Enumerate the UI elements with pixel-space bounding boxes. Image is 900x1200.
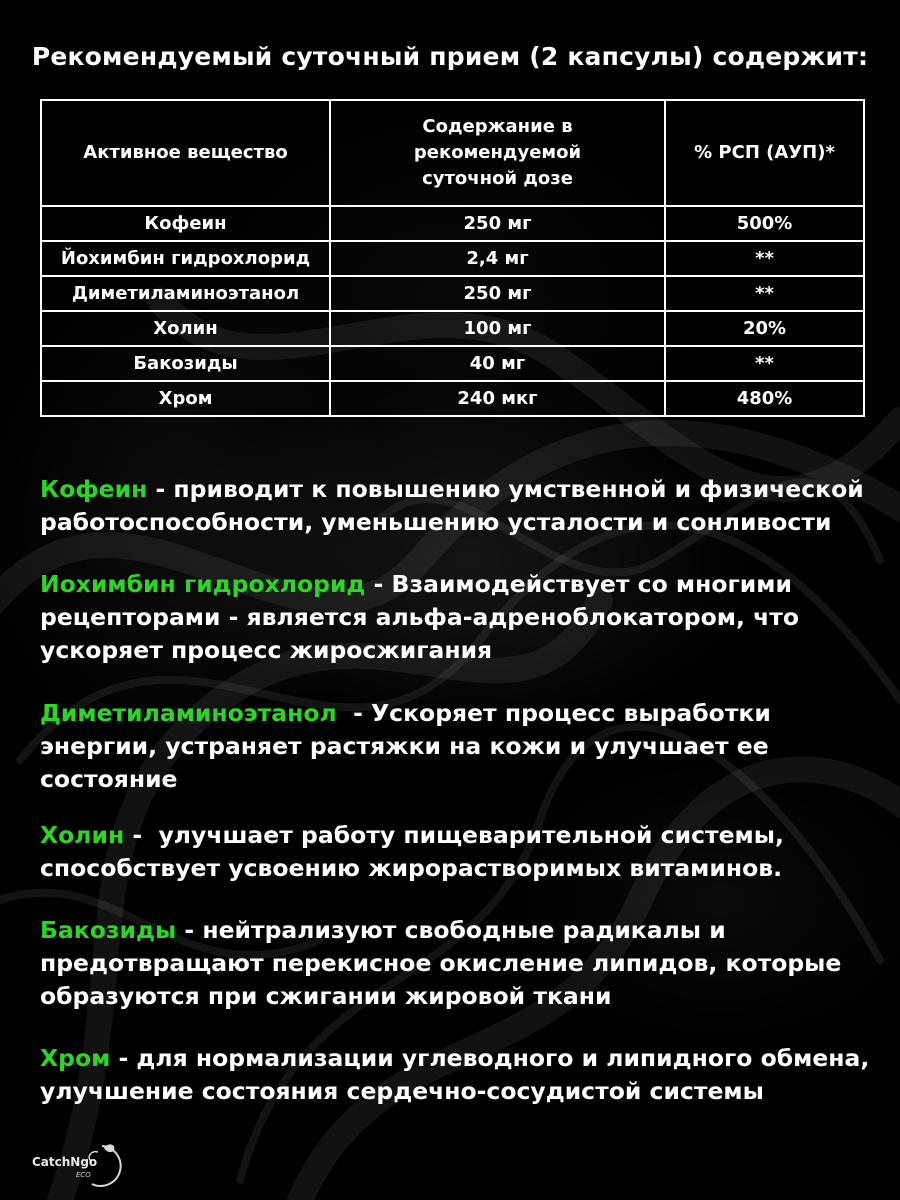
table-row xyxy=(41,241,864,276)
cell-percent: 20% xyxy=(665,311,864,346)
cell-substance: Хром xyxy=(41,381,330,416)
substance-description: - для нормализации углеводного и липидного обмена, улучшение состояния сердечно-сосудистой системы xyxy=(40,1044,878,1105)
substance-name: Хром xyxy=(40,1044,111,1072)
substance-description: - улучшает работу пищеварительной системы, способствует усвоению жирорастворимых витаминов. xyxy=(40,821,793,882)
substance-name: Иохимбин гидрохлорид xyxy=(40,570,366,598)
substance-description: - Ускоряет процесс выработки энергии, устраняет растяжки на кожи и улучшает ее состояние xyxy=(40,699,780,793)
page-title: Рекомендуемый суточный прием (2 капсулы) содержит: xyxy=(31,42,869,71)
description-caffeine xyxy=(40,473,870,539)
substance-description: - Взаимодействует со многими рецепторами - является альфа-адреноблокатором, что ускоряет процесс жиросжигания xyxy=(40,570,808,664)
cell-amount: 2,4 мг xyxy=(330,241,665,276)
substance-description: - нейтрализуют свободные радикалы и предотвращают перекисное окисление липидов, которые образуются при сжигании жировой ткани xyxy=(40,916,850,1010)
header-active-substance xyxy=(41,100,330,206)
substance-name: Диметиламиноэтанол xyxy=(40,699,337,727)
header-label: Содержание в рекомендуемой суточной дозе xyxy=(413,116,582,189)
table-row xyxy=(41,346,864,381)
substance-description: - приводит к повышению умственной и физической работоспособности, уменьшению усталости и сонливости xyxy=(40,475,872,536)
cell-percent: ** xyxy=(665,346,864,381)
cell-amount: 250 мг xyxy=(330,206,665,241)
substance-name: Кофеин xyxy=(40,475,148,503)
cell-substance: Холин xyxy=(41,311,330,346)
cell-substance: Диметиламиноэтанол xyxy=(41,276,330,311)
description-yohimbine xyxy=(40,568,870,667)
table-header-row xyxy=(41,100,864,206)
description-dmae xyxy=(40,697,870,796)
cell-amount: 240 мкг xyxy=(330,381,665,416)
substance-name: Бакозиды xyxy=(40,916,177,944)
description-chromium xyxy=(40,1042,878,1108)
header-percent-rsp xyxy=(665,100,864,206)
table-row xyxy=(41,381,864,416)
brand-logo xyxy=(28,1140,123,1188)
cell-percent: 480% xyxy=(665,381,864,416)
table-row xyxy=(41,276,864,311)
nutrition-table xyxy=(40,99,865,417)
description-bacosides xyxy=(40,914,870,1013)
substance-name: Холин xyxy=(40,821,125,849)
cell-amount: 250 мг xyxy=(330,276,665,311)
cell-substance: Бакозиды xyxy=(41,346,330,381)
cell-amount: 40 мг xyxy=(330,346,665,381)
table-row xyxy=(41,206,864,241)
logo-name: CatchNgo xyxy=(32,1155,98,1169)
cell-percent: ** xyxy=(665,276,864,311)
table-row xyxy=(41,311,864,346)
logo-subtitle: ECO xyxy=(76,1171,91,1179)
cell-substance: Йохимбин гидрохлорид xyxy=(41,241,330,276)
header-label: % РСП (АУП)* xyxy=(694,142,835,163)
description-choline xyxy=(40,819,870,885)
cell-amount: 100 мг xyxy=(330,311,665,346)
header-label: Активное вещество xyxy=(83,142,288,163)
cell-substance: Кофеин xyxy=(41,206,330,241)
cell-percent: 500% xyxy=(665,206,864,241)
header-daily-content xyxy=(330,100,665,206)
cell-percent: ** xyxy=(665,241,864,276)
